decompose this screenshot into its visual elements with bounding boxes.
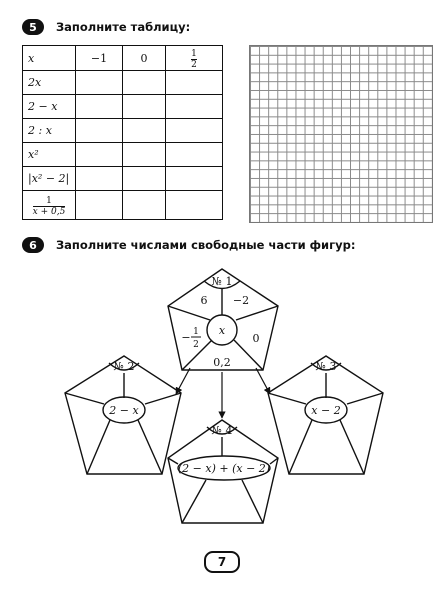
fraction-denominator: x + 0,5 xyxy=(32,207,66,217)
values-table xyxy=(22,45,223,220)
fraction-numerator: 1 xyxy=(46,196,52,206)
table-cell[interactable] xyxy=(166,95,223,119)
header-value-2: 0 xyxy=(123,46,166,71)
figure-1-top-left-value: 6 xyxy=(200,294,208,307)
row-label: x² xyxy=(23,143,76,167)
table-cell[interactable] xyxy=(76,143,123,167)
fraction-reciprocal xyxy=(33,196,66,217)
graph-paper-grid xyxy=(249,45,433,223)
table-cell[interactable] xyxy=(166,167,223,191)
figure-4-center-value: (2 − x) + (x − 2) xyxy=(177,462,271,475)
pentagon-figures xyxy=(0,260,448,530)
table-cell[interactable] xyxy=(166,71,223,95)
table-row xyxy=(23,95,223,119)
table-row xyxy=(23,71,223,95)
table-row xyxy=(23,191,223,220)
figure-2-center-value: 2 − x xyxy=(109,404,139,417)
row-label: 2 − x xyxy=(23,95,76,119)
figure-1-left-numerator: 1 xyxy=(193,327,199,337)
table-cell[interactable] xyxy=(123,119,166,143)
table-cell[interactable] xyxy=(166,119,223,143)
table-row xyxy=(23,119,223,143)
task-6-heading xyxy=(22,237,355,253)
table-header-row xyxy=(23,46,223,71)
row-label: 2 : x xyxy=(23,119,76,143)
figure-1-left-sign: − xyxy=(181,331,191,344)
header-value-3 xyxy=(166,46,223,71)
task-5-number-badge: 5 xyxy=(22,19,44,35)
fraction-denominator: 2 xyxy=(191,60,197,70)
task-5-title: Заполните таблицу: xyxy=(56,20,191,34)
table-cell[interactable] xyxy=(76,119,123,143)
figure-3-center-value: x − 2 xyxy=(311,404,341,417)
table-cell[interactable] xyxy=(123,191,166,220)
figure-1-right-value: 0 xyxy=(252,332,260,345)
figure-2-label: № 2 xyxy=(113,360,135,373)
table-cell[interactable] xyxy=(76,191,123,220)
table-cell[interactable] xyxy=(123,167,166,191)
row-label: |x² − 2| xyxy=(23,167,76,191)
table-cell[interactable] xyxy=(76,71,123,95)
figure-4-label: № 4 xyxy=(211,424,233,437)
row-label xyxy=(23,191,76,220)
fraction-numerator: 1 xyxy=(191,49,197,59)
table-cell[interactable] xyxy=(166,191,223,220)
table-row xyxy=(23,143,223,167)
figure-1-left-denominator: 2 xyxy=(193,340,199,350)
table-cell[interactable] xyxy=(76,95,123,119)
figure-3-label: № 3 xyxy=(315,360,337,373)
header-value-1: −1 xyxy=(76,46,123,71)
task-5-heading xyxy=(22,19,190,35)
page-number: 7 xyxy=(204,551,240,573)
table-cell[interactable] xyxy=(123,71,166,95)
arrows xyxy=(176,368,270,418)
table-cell[interactable] xyxy=(166,143,223,167)
table-cell[interactable] xyxy=(123,95,166,119)
figure-1-label: № 1 xyxy=(211,275,233,288)
task-6-title: Заполните числами свободные части фигур: xyxy=(56,238,356,252)
figure-1-bottom-value: 0,2 xyxy=(213,356,231,369)
table-cell[interactable] xyxy=(76,167,123,191)
table-row xyxy=(23,167,223,191)
fraction-one-half xyxy=(191,49,197,70)
table-cell[interactable] xyxy=(123,143,166,167)
figure-1-center-value: x xyxy=(218,324,226,337)
figure-1-top-right-value: −2 xyxy=(232,294,250,307)
task-6-number-badge: 6 xyxy=(22,237,44,253)
header-x: x xyxy=(23,46,76,71)
row-label: 2x xyxy=(23,71,76,95)
